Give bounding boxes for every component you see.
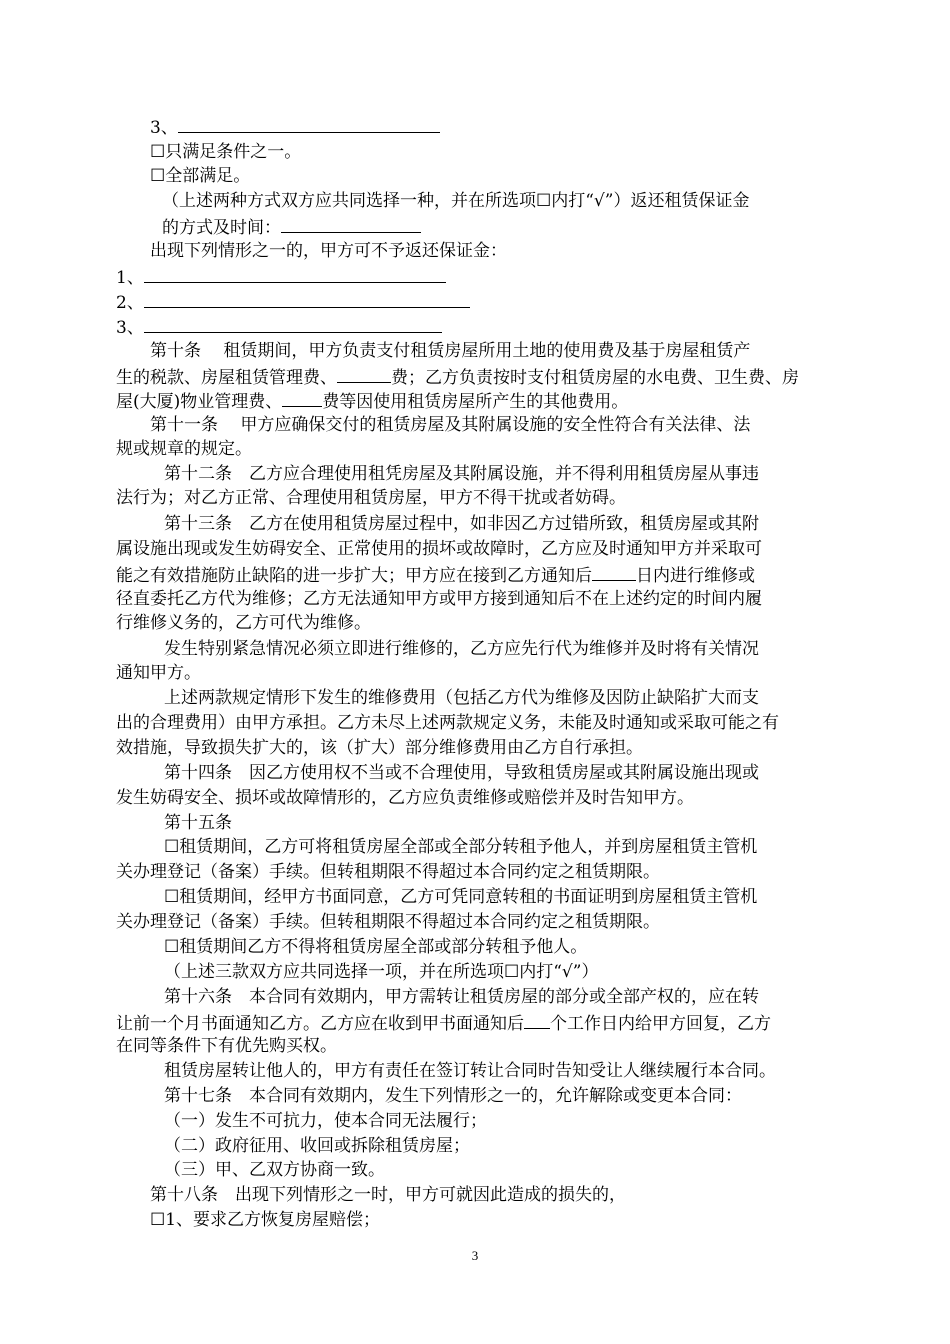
text-line: （三）甲、乙双方协商一致。 bbox=[164, 1160, 385, 1180]
fill-blank[interactable] bbox=[524, 1010, 550, 1029]
text-line: 3、 bbox=[116, 314, 442, 340]
text-line: 规或规章的规定。 bbox=[116, 439, 252, 459]
text-line: 2、 bbox=[116, 289, 470, 315]
text-line: （二）政府征用、收回或拆除租赁房屋； bbox=[164, 1136, 470, 1156]
text-line: 的方式及时间： bbox=[162, 214, 421, 240]
fill-blank[interactable] bbox=[337, 364, 391, 383]
text-line: 第十八条 出现下列情形之一时，甲方可就因此造成的损失的， bbox=[150, 1185, 626, 1205]
text-line: 租赁房屋转让他人的，甲方有责任在签订转让合同时告知受让人继续履行本合同。 bbox=[164, 1061, 776, 1081]
text-line: 第十条 租赁期间，甲方负责支付租赁房屋所用土地的使用费及基于房屋租赁产 bbox=[150, 341, 751, 361]
text-line: 屋(大厦)物业管理费、 费等因使用租赁房屋所产生的其他费用。 bbox=[116, 388, 628, 414]
page-number: 3 bbox=[471, 1248, 479, 1263]
fill-blank[interactable] bbox=[144, 264, 446, 283]
checkbox-option[interactable]: ☐只满足条件之一。 bbox=[150, 142, 302, 162]
text-line: 第十六条 本合同有效期内，甲方需转让租赁房屋的部分或全部产权的，应在转 bbox=[164, 987, 759, 1007]
text-line: 第十三条 乙方在使用租赁房屋过程中，如非因乙方过错所致，租赁房屋或其附 bbox=[164, 514, 759, 534]
text-line: 在同等条件下有优先购买权。 bbox=[116, 1036, 337, 1056]
checkbox-option[interactable]: ☐租赁期间，经甲方书面同意，乙方可凭同意转租的书面证明到房屋租赁主管机 bbox=[164, 887, 758, 907]
text-line: 通知甲方。 bbox=[116, 663, 201, 683]
text-line: 第十七条 本合同有效期内，发生下列情形之一的，允许解除或变更本合同： bbox=[164, 1086, 742, 1106]
checkbox-option[interactable]: ☐租赁期间乙方不得将租赁房屋全部或部分转租予他人。 bbox=[164, 937, 588, 957]
text-line: 发生特别紧急情况必须立即进行维修的，乙方应先行代为维修并及时将有关情况 bbox=[164, 639, 759, 659]
text-line: 关办理登记（备案）手续。但转租期限不得超过本合同约定之租赁期限。 bbox=[116, 912, 660, 932]
text-line: 出现下列情形之一的，甲方可不予返还保证金： bbox=[150, 241, 507, 261]
text-line: （上述三款双方应共同选择一项，并在所选项☐内打“√”） bbox=[164, 962, 599, 982]
text-line: 3、 bbox=[150, 114, 440, 140]
fill-blank[interactable] bbox=[282, 388, 322, 407]
text-line: 第十五条 bbox=[164, 813, 232, 833]
text-line: 第十二条 乙方应合理使用租凭房屋及其附属设施，并不得利用租赁房屋从事违 bbox=[164, 464, 759, 484]
fill-blank[interactable] bbox=[144, 289, 470, 308]
text-line: （上述两种方式双方应共同选择一种，并在所选项☐内打“√”）返还租赁保证金 bbox=[162, 191, 750, 211]
checkbox-option[interactable]: ☐1、要求乙方恢复房屋赔偿； bbox=[150, 1210, 381, 1230]
fill-blank[interactable] bbox=[592, 562, 636, 581]
text-line: （一）发生不可抗力，使本合同无法履行； bbox=[164, 1111, 487, 1131]
text-line: 上述两款规定情形下发生的维修费用（包括乙方代为维修及因防止缺陷扩大而支 bbox=[164, 688, 759, 708]
text-line: 行维修义务的，乙方可代为维修。 bbox=[116, 613, 371, 633]
text-line: 第十一条 甲方应确保交付的租赁房屋及其附属设施的安全性符合有关法律、法 bbox=[150, 415, 751, 435]
text-line: 生的税款、房屋租赁管理费、 费；乙方负责按时支付租赁房屋的水电费、卫生费、房 bbox=[116, 364, 799, 390]
text-line: 让前一个月书面通知乙方。乙方应在收到甲书面通知后 个工作日内给甲方回复，乙方 bbox=[116, 1010, 771, 1036]
text-line: 属设施出现或发生妨碍安全、正常使用的损坏或故障时，乙方应及时通知甲方并采取可 bbox=[116, 539, 762, 559]
text-line: 径直委托乙方代为维修；乙方无法通知甲方或甲方接到通知后不在上述约定的时间内履 bbox=[116, 589, 762, 609]
text-line: 关办理登记（备案）手续。但转租期限不得超过本合同约定之租赁期限。 bbox=[116, 862, 660, 882]
text-line: 发生妨碍安全、损坏或故障情形的，乙方应负责维修或赔偿并及时告知甲方。 bbox=[116, 788, 694, 808]
text-line: 法行为；对乙方正常、合理使用租赁房屋，甲方不得干扰或者妨碍。 bbox=[116, 488, 626, 508]
text-line: 效措施，导致损失扩大的，该（扩大）部分维修费用由乙方自行承担。 bbox=[116, 738, 643, 758]
text-line: 第十四条 因乙方使用权不当或不合理使用，导致租赁房屋或其附属设施出现或 bbox=[164, 763, 759, 783]
text-line: 能之有效措施防止缺陷的进一步扩大；甲方应在接到乙方通知后 日内进行维修或 bbox=[116, 562, 755, 588]
fill-blank[interactable] bbox=[281, 214, 421, 233]
checkbox-option[interactable]: ☐租赁期间，乙方可将租赁房屋全部或全部分转租予他人，并到房屋租赁主管机 bbox=[164, 837, 758, 857]
fill-blank[interactable] bbox=[178, 114, 440, 133]
text-line: 1、 bbox=[116, 264, 446, 290]
text-line: 出的合理费用）由甲方承担。乙方未尽上述两款规定义务，未能及时通知或采取可能之有 bbox=[116, 713, 779, 733]
fill-blank[interactable] bbox=[144, 314, 442, 333]
checkbox-option[interactable]: ☐全部满足。 bbox=[150, 166, 251, 186]
